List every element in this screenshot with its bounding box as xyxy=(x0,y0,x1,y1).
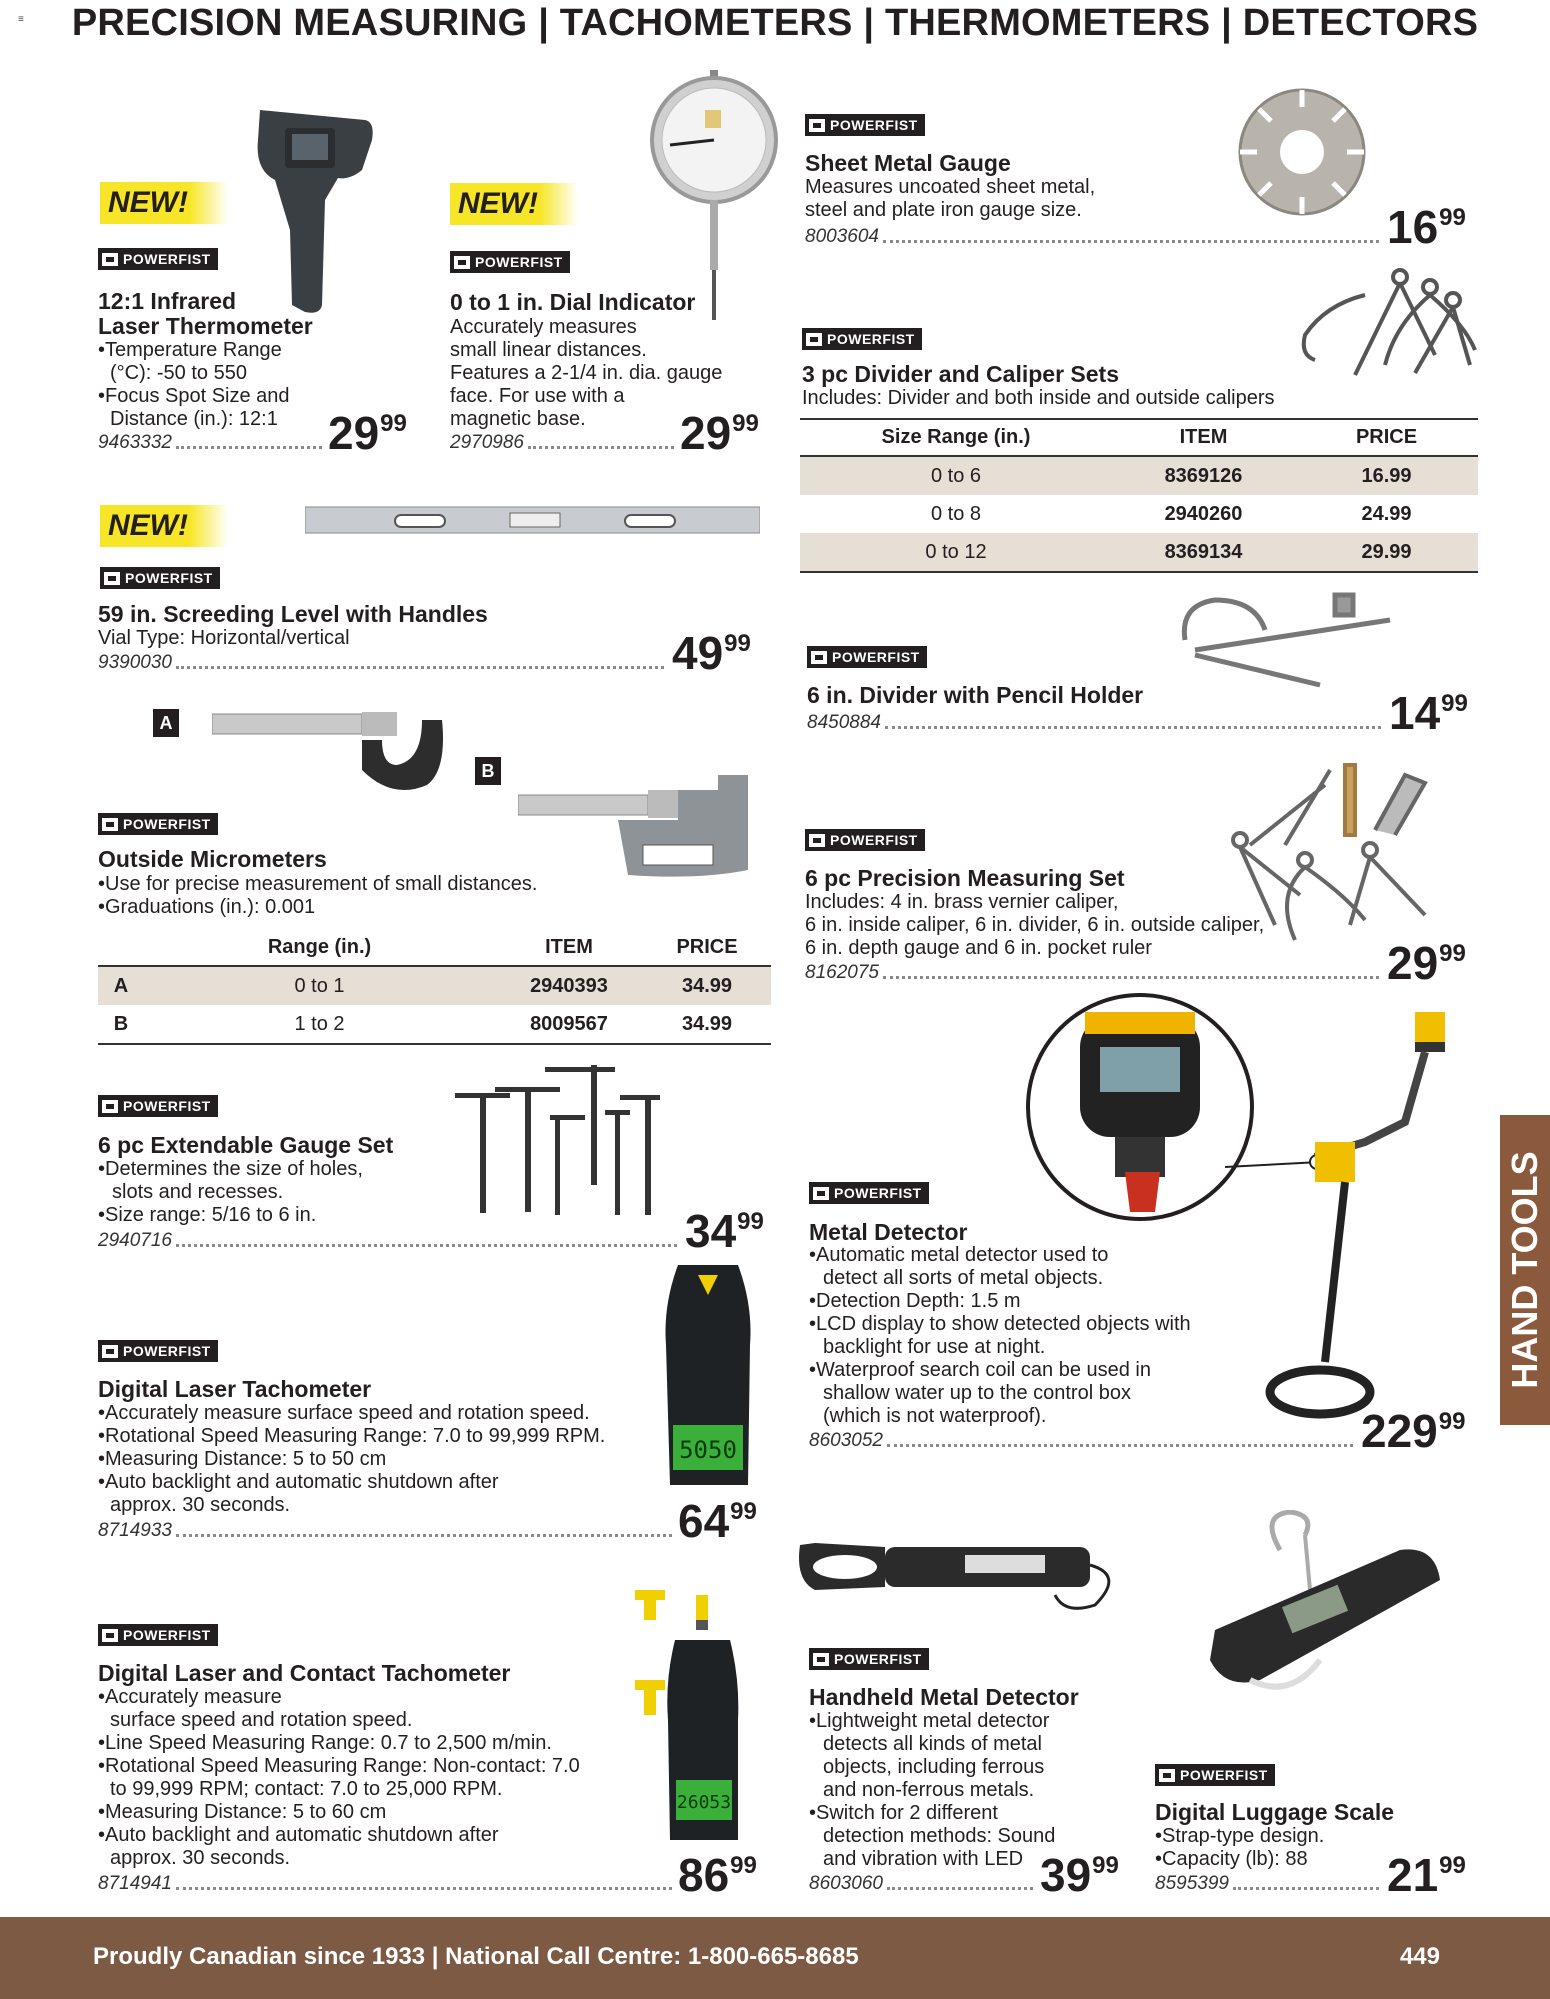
table-cell: 34.99 xyxy=(643,1005,771,1044)
table-cell: 0 to 8 xyxy=(930,502,982,525)
powerfist-logo: POWERFIST xyxy=(100,567,220,589)
sku-line: 8603060 xyxy=(809,1873,1039,1895)
column-header: PRICE xyxy=(1295,419,1478,456)
price: 29 99 xyxy=(1387,937,1466,989)
price: 21 99 xyxy=(1387,1849,1466,1901)
powerfist-logo: POWERFIST xyxy=(1155,1764,1275,1786)
product-description: •Lightweight metal detector detects all kinds of metal objects, including ferrous and non-ferrous metals. •Switch for 2 different detection methods: Sound and vibration with LED xyxy=(809,1710,1056,1870)
table-cell: 2940260 xyxy=(1164,502,1243,525)
powerfist-logo: POWERFIST xyxy=(802,328,922,350)
powerfist-logo: POWERFIST xyxy=(98,813,218,835)
sheet-gauge-image xyxy=(1235,85,1370,220)
table-cell: A xyxy=(98,966,144,1005)
price: 229 99 xyxy=(1361,1405,1466,1457)
table-cell: 2940393 xyxy=(495,966,643,1005)
powerfist-logo: POWERFIST xyxy=(450,251,570,273)
powerfist-logo: POWERFIST xyxy=(98,248,218,270)
product-title: Digital Laser and Contact Tachometer xyxy=(98,1660,511,1686)
tachometer-display: 26053 xyxy=(676,1792,732,1813)
table-cell: 0 to 12 xyxy=(800,533,1112,572)
caliper-table xyxy=(800,418,1478,573)
footer xyxy=(0,1917,1550,1999)
table-cell: 8369134 xyxy=(1112,533,1295,572)
new-badge: NEW! xyxy=(450,183,578,225)
table-cell: 16.99 xyxy=(1295,456,1478,495)
product-description: •Determines the size of holes, slots and recesses. •Size range: 5/16 to 6 in. xyxy=(98,1158,363,1226)
column-header xyxy=(98,930,144,966)
sku-line: 8603052 xyxy=(809,1430,1359,1452)
sku-line: 8714933 xyxy=(98,1520,678,1542)
table-cell: 24.99 xyxy=(1361,502,1412,525)
sku-line: 9390030 xyxy=(98,652,670,674)
new-badge: NEW! xyxy=(100,505,228,547)
product-title: Digital Luggage Scale xyxy=(1155,1799,1394,1825)
column-header: ITEM xyxy=(1112,419,1295,456)
product-description: Accurately measures small linear distances. Features a 2-1/4 in. dia. gauge face. For use with a magnetic base. xyxy=(450,316,723,430)
product-title: 12:1 Infrared Laser Thermometer xyxy=(98,288,313,339)
product-description: •Strap-type design. •Capacity (lb): 88 xyxy=(1155,1825,1325,1870)
price: 39 99 xyxy=(1040,1849,1119,1901)
sku-line: 8162075 xyxy=(805,962,1385,984)
product-description: •Temperature Range (°C): -50 to 550 •Focus Spot Size and Distance (in.): 12:1 xyxy=(98,339,290,430)
contact-tachometer-image xyxy=(630,1590,750,1845)
product-title: Metal Detector xyxy=(809,1219,968,1245)
table-cell: 34.99 xyxy=(643,966,771,1005)
product-title: Sheet Metal Gauge xyxy=(805,150,1011,176)
product-title: Outside Micrometers xyxy=(98,846,327,872)
powerfist-logo: POWERFIST xyxy=(98,1340,218,1362)
product-description: Vial Type: Horizontal/vertical xyxy=(98,627,350,649)
price: 34 99 xyxy=(685,1205,764,1257)
powerfist-logo: POWERFIST xyxy=(807,646,927,668)
sku-line: 8450884 xyxy=(807,712,1387,734)
product-description: Includes: Divider and both inside and outside calipers xyxy=(802,387,1275,409)
luggage-scale-image xyxy=(1200,1510,1455,1710)
sku-line: 8003604 xyxy=(805,226,1385,248)
product-description: Includes: 4 in. brass vernier caliper, 6 in. inside caliper, 6 in. divider, 6 in. outside caliper, 6 in. depth gauge and 6 in. pocket ruler xyxy=(805,891,1265,959)
divider-pencil-image xyxy=(1175,590,1395,690)
product-title: 6 pc Precision Measuring Set xyxy=(805,865,1125,891)
product-title: 0 to 1 in. Dial Indicator xyxy=(450,289,696,315)
laser-tachometer-image xyxy=(658,1265,758,1490)
product-title: 6 pc Extendable Gauge Set xyxy=(98,1132,394,1158)
product-title: 3 pc Divider and Caliper Sets xyxy=(802,361,1120,387)
table-cell: 1 to 2 xyxy=(144,1005,495,1044)
section-tab-hand-tools[interactable]: HAND TOOLS xyxy=(1500,1115,1550,1425)
sku-line: 8714941 xyxy=(98,1873,678,1895)
powerfist-logo: POWERFIST xyxy=(805,114,925,136)
gauge-set-image xyxy=(455,1065,695,1225)
column-header: Size Range (in.) xyxy=(800,419,1112,456)
powerfist-logo: POWERFIST xyxy=(805,829,925,851)
table-cell: B xyxy=(98,1005,144,1044)
price: 14 99 xyxy=(1389,687,1468,739)
powerfist-logo: POWERFIST xyxy=(98,1624,218,1646)
product-description: •Automatic metal detector used to detect all sorts of metal objects. •Detection Depth: 1.5 m •LCD display to show detected objects with backlight for use at night. •Waterproof search coil can be used in shallow water up to the control box (which is not waterproof). xyxy=(809,1244,1191,1427)
price: 49 99 xyxy=(672,627,751,679)
table-cell: 29.99 xyxy=(1295,533,1478,572)
product-title: 6 in. Divider with Pencil Holder xyxy=(807,682,1144,708)
label-tag-b: B xyxy=(475,757,501,785)
level-image xyxy=(305,505,760,537)
sku-line: 2940716 xyxy=(98,1230,683,1252)
menu-icon[interactable]: ≡ xyxy=(18,14,24,25)
label-tag-a: A xyxy=(153,709,179,737)
new-badge: NEW! xyxy=(100,182,228,224)
price: 64 99 xyxy=(678,1495,757,1547)
product-description: Measures uncoated sheet metal, steel and plate iron gauge size. xyxy=(805,176,1096,221)
price: 29 99 xyxy=(328,407,407,459)
thermometer-image xyxy=(250,100,380,320)
column-header: ITEM xyxy=(495,930,643,966)
sku-line: 8595399 xyxy=(1155,1873,1385,1895)
column-header: Range (in.) xyxy=(144,930,495,966)
table-cell: 8009567 xyxy=(495,1005,643,1044)
micrometer-table xyxy=(98,930,771,1045)
price: 16 99 xyxy=(1387,201,1466,253)
product-description: •Use for precise measurement of small distances. •Graduations (in.): 0.001 xyxy=(98,873,538,918)
micrometer-a-image xyxy=(212,700,452,800)
table-row xyxy=(98,1005,771,1044)
table-row xyxy=(800,495,1478,533)
column-header: PRICE xyxy=(643,930,771,966)
caliper-set-image xyxy=(1285,265,1480,380)
table-row xyxy=(800,533,1478,572)
price: 29 99 xyxy=(680,407,759,459)
table-cell: 0 to 1 xyxy=(144,966,495,1005)
table-cell: 8369126 xyxy=(1112,456,1295,495)
table-cell: 0 to 6 xyxy=(800,456,1112,495)
product-description: •Accurately measure surface speed and rotation speed. •Line Speed Measuring Range: 0.7 to 2,500 m/min. •Rotational Speed Measuring Range: Non-contact: 7.0 to 99,999 RPM; contact: 7.0 to 25,000 RPM. •Measuring Distance: 5 to 60 cm •Auto backlight and automatic shutdown after approx. 30 seconds. xyxy=(98,1686,580,1869)
table-row xyxy=(98,966,771,1005)
powerfist-logo: POWERFIST xyxy=(809,1648,929,1670)
product-title: Digital Laser Tachometer xyxy=(98,1376,372,1402)
product-description: •Accurately measure surface speed and rotation speed. •Rotational Speed Measuring Range: 7.0 to 99,999 RPM. •Measuring Distance: 5 to 50 cm •Auto backlight and automatic shutdown after approx. 30 seconds. xyxy=(98,1402,606,1516)
tachometer-display: 5050 xyxy=(679,1436,737,1464)
micrometer-b-image xyxy=(518,760,758,880)
handheld-detector-image xyxy=(795,1525,1125,1615)
page-title: PRECISION MEASURING | TACHOMETERS | THERMOMETERS | DETECTORS xyxy=(71,2,1479,44)
table-row xyxy=(800,456,1478,495)
price: 86 99 xyxy=(678,1849,757,1901)
sku-line: 9463332 xyxy=(98,432,328,454)
product-title: 59 in. Screeding Level with Handles xyxy=(98,601,488,627)
page-number: 449 xyxy=(1399,1943,1440,1970)
sku-line: 2970986 xyxy=(450,432,680,454)
footer-contact: Proudly Canadian since 1933 | National Call Centre: 1-800-665-8685 xyxy=(93,1943,859,1970)
powerfist-logo: POWERFIST xyxy=(809,1182,929,1204)
powerfist-logo: POWERFIST xyxy=(98,1095,218,1117)
product-title: Handheld Metal Detector xyxy=(809,1684,1079,1710)
